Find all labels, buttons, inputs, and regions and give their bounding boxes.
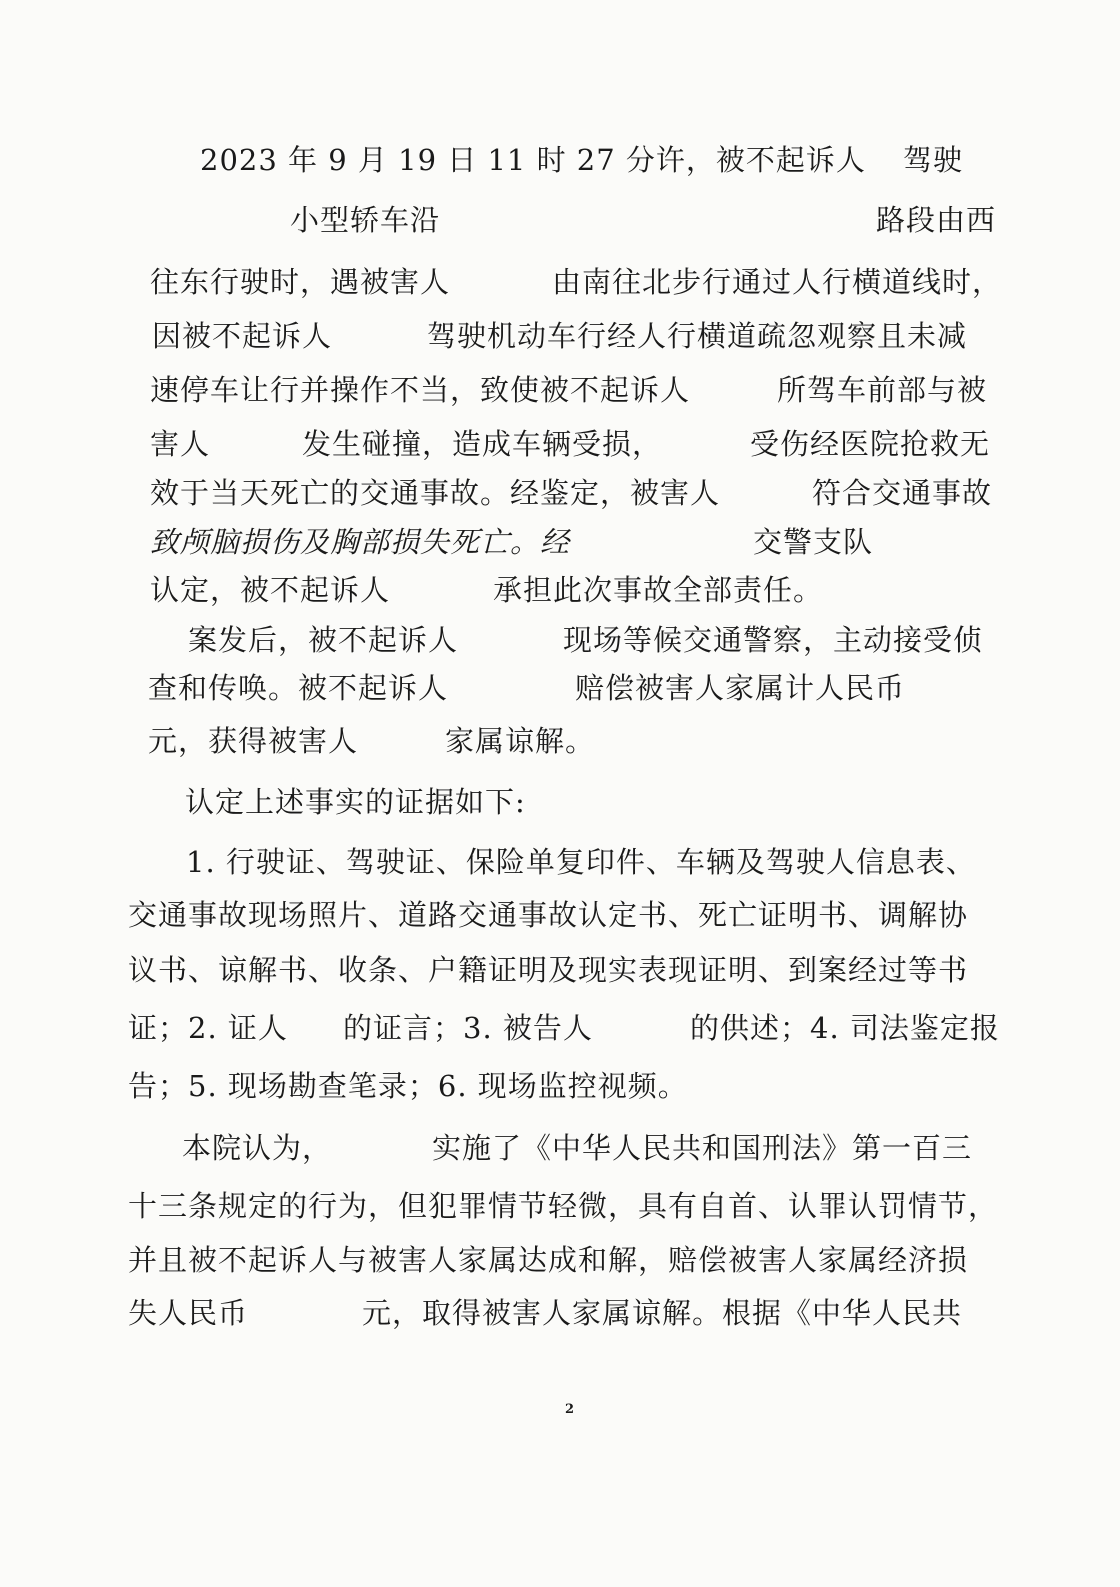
text-line: 告；5. 现场勘查笔录；6. 现场监控视频。 bbox=[128, 1069, 688, 1103]
section-heading: 认定上述事实的证据如下: bbox=[185, 785, 526, 819]
text-line: 元，获得被害人 bbox=[148, 724, 359, 758]
text-line: 现场等候交通警察，主动接受侦 bbox=[563, 623, 984, 657]
text-line: 驾驶 bbox=[903, 143, 964, 177]
text-line: 实施了《中华人民共和国刑法》第一百三 bbox=[432, 1131, 973, 1165]
text-line: 害人 bbox=[150, 427, 211, 461]
text-line: 元，取得被害人家属谅解。根据《中华人民共 bbox=[362, 1296, 963, 1330]
text-line: 由南往北步行通过人行横道线时， bbox=[552, 265, 1003, 299]
text-line: 的供述；4. 司法鉴定报 bbox=[690, 1011, 1000, 1045]
text-line: 案发后，被不起诉人 bbox=[188, 623, 459, 657]
text-line: 本院认为， bbox=[182, 1131, 333, 1165]
text-line: 认定，被不起诉人 bbox=[150, 573, 391, 607]
text-line: 驾驶机动车行经人行横道疏忽观察且未减 bbox=[427, 319, 968, 353]
text-line: 发生碰撞，造成车辆受损， bbox=[302, 427, 663, 461]
text-line: 2023 年 9 月 19 日 11 时 27 分许，被不起诉人 bbox=[200, 143, 866, 177]
text-line: 的证言；3. 被告人 bbox=[343, 1011, 593, 1045]
text-line: 小型轿车沿 bbox=[290, 203, 441, 237]
text-line: 家属谅解。 bbox=[445, 724, 596, 758]
text-line: 1. 行驶证、驾驶证、保险单复印件、车辆及驾驶人信息表、 bbox=[186, 845, 976, 879]
text-line: 并且被不起诉人与被害人家属达成和解，赔偿被害人家属经济损 bbox=[128, 1243, 969, 1277]
text-line: 所驾车前部与被 bbox=[777, 373, 988, 407]
page-number: 2 bbox=[565, 1402, 575, 1417]
text-line: 致颅脑损伤及胸部损失死亡。经 bbox=[150, 525, 571, 559]
text-line: 失人民币 bbox=[128, 1296, 249, 1330]
text-line: 往东行驶时，遇被害人 bbox=[150, 265, 451, 299]
text-line: 路段由西 bbox=[876, 203, 997, 237]
text-line: 承担此次事故全部责任。 bbox=[493, 573, 824, 607]
text-line: 效于当天死亡的交通事故。经鉴定，被害人 bbox=[150, 476, 721, 510]
text-line: 速停车让行并操作不当，致使被不起诉人 bbox=[150, 373, 691, 407]
text-line: 赔偿被害人家属计人民币 bbox=[575, 671, 906, 705]
text-line: 证；2. 证人 bbox=[128, 1011, 288, 1045]
text-line: 因被不起诉人 bbox=[152, 319, 333, 353]
text-line: 议书、谅解书、收条、户籍证明及现实表现证明、到案经过等书 bbox=[128, 953, 969, 987]
text-line: 符合交通事故 bbox=[812, 476, 993, 510]
text-line: 交通事故现场照片、道路交通事故认定书、死亡证明书、调解协 bbox=[128, 898, 969, 932]
text-line: 查和传唤。被不起诉人 bbox=[148, 671, 449, 705]
text-line: 十三条规定的行为，但犯罪情节轻微，具有自首、认罪认罚情节， bbox=[128, 1189, 999, 1223]
text-line: 受伤经医院抢救无 bbox=[750, 427, 991, 461]
text-line: 交警支队 bbox=[753, 525, 874, 559]
